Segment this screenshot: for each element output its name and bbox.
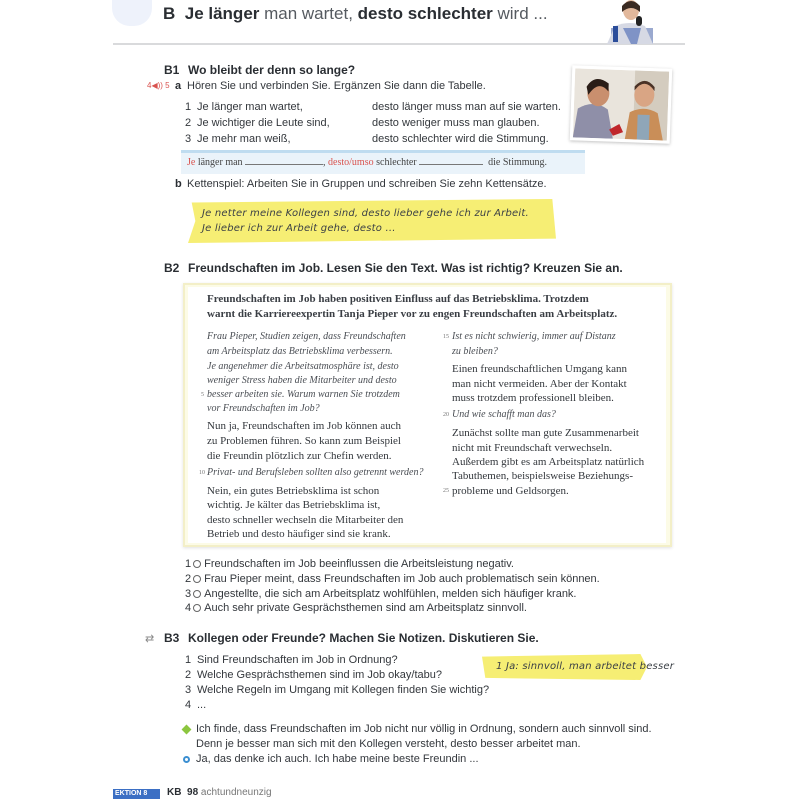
checkbox-circle[interactable] [193,590,201,598]
statement-item[interactable] [185,588,577,600]
note-line: 1 Ja: sinnvoll, man arbeitet besser [496,661,675,672]
speaker-icon: ◀)) [151,81,163,90]
title-part: man wartet, [259,4,358,23]
audio-cd-number: 4 [147,81,152,90]
statement-number: 1 [185,558,192,570]
interview-question: Frau Pieper, Studien zeigen, dass Freundschaften [207,331,406,342]
interview-answer: probleme und Geldsorgen. [452,485,569,497]
question-number: 1 [185,654,192,666]
b2-heading [164,261,623,275]
intro-line: Freundschaften im Job haben positiven Einfluss auf das Betriebsklima. Trotzdem [207,293,589,305]
section-letter: B [163,4,176,23]
b2-title: Freundschaften im Job. Lesen Sie den Text. Was ist richtig? Kreuzen Sie an. [188,261,623,275]
statement-text: Freundschaften im Job beeinflussen die Arbeitsleistung negativ. [204,558,514,570]
item-text: Je mehr man weiß, [197,133,291,145]
statement-item[interactable] [185,573,600,585]
question-number: 2 [185,669,192,681]
interview-answer: Nein, ein gutes Betriebsklima ist schon [207,485,380,497]
interview-answer: die Freundin plötzlich zur Chefin werden. [207,450,392,462]
question-number: 3 [185,684,192,696]
question-item [185,654,398,666]
line-number: 25 [443,488,449,494]
checkbox-circle[interactable] [193,604,201,612]
task-b-instruction: Kettenspiel: Arbeiten Sie in Gruppen und schreiben Sie zehn Kettensätze. [187,178,547,190]
interview-answer: zu Problemen führen. So kann zum Beispiel [207,435,401,447]
keyword-je: Je [187,157,196,168]
interview-question: besser arbeiten sie. Warum warnen Sie trotzdem [207,389,400,400]
pair-work-icon: ⇄ [145,633,155,645]
item-text: Je länger man wartet, [197,101,303,113]
question-text: Welche Gesprächsthemen sind im Job okay/tabu? [197,669,442,681]
note-line: Je lieber ich zur Arbeit gehe, desto ... [202,223,396,234]
header-photo-woman-microphone [601,0,659,44]
interview-answer: Tabuthemen, beispielsweise Beziehungs- [452,470,633,482]
lektion-tag: EKTION 8 [113,789,160,799]
interview-question: vor Freundschaften im Job? [207,403,320,414]
checkbox-circle[interactable] [193,575,201,583]
dialogue-text: Ich finde, dass Freundschaften im Job nicht nur völlig in Ordnung, sondern auch sinnvoll sind. [196,723,652,735]
page-number: 98 [187,787,199,798]
b1-title: Wo bleibt der denn so lange? [188,63,356,77]
left-item[interactable] [185,101,303,113]
interview-answer: Außerdem gibt es am Arbeitsplatz natürlich [452,456,645,468]
fill-text-part: die Stimmung. [485,157,548,168]
title-part: desto schlechter [357,4,493,23]
interview-question: zu bleiben? [452,346,498,357]
page-title [163,4,548,24]
interview-question: Und wie schafft man das? [452,409,556,420]
statement-text: Auch sehr private Gesprächsthemen sind am Arbeitsplatz sinnvoll. [204,602,527,614]
task-a-letter: a [175,80,182,92]
question-item [185,669,442,681]
title-part: wird ... [492,4,548,23]
dialogue-text: Denn je besser man sich mit den Kollegen versteht, desto besser arbeitet man. [196,738,581,750]
right-item[interactable]: desto weniger muss man glauben. [372,117,540,129]
statement-number: 4 [185,602,192,614]
photo-two-women-talking [570,65,673,143]
interview-answer: Zunächst sollte man gute Zusammenarbeit [452,427,639,439]
statement-item[interactable] [185,602,527,614]
audio-track-number: 5 [165,81,170,90]
right-item[interactable]: desto schlechter wird die Stimmung. [372,133,549,145]
question-text: ... [197,699,207,711]
statement-text: Angestellte, die sich am Arbeitsplatz wohlfühlen, melden sich häufiger krank. [204,588,577,600]
fill-text-part: , [323,157,329,168]
page-number-word: achtundneunzig [200,787,272,798]
blank-field-2[interactable] [419,157,483,165]
interview-answer: Nun ja, Freundschaften im Job können auch [207,420,401,432]
interview-question: am Arbeitsplatz das Betriebsklima verbessern. [207,346,393,357]
b3-heading [164,631,539,645]
interview-question: weniger Stress haben die Mitarbeiter und desto [207,375,397,386]
statement-item[interactable] [185,558,514,570]
interview-answer: Betrieb und desto häufiger sind sie krank. [207,528,391,540]
item-number: 1 [185,101,192,113]
line-number: 15 [443,334,449,340]
question-item [185,684,489,696]
fill-text-part: länger man [195,157,246,168]
kb-label: KB [167,787,182,798]
b3-label: B3 [164,631,180,645]
keyword-desto: desto/umso [328,157,374,168]
interview-answer: desto schneller wechseln die Mitarbeiter den [207,514,404,526]
page-footer [167,787,272,798]
fill-text-part: schlechter [373,157,420,168]
question-text: Sind Freundschaften im Job in Ordnung? [197,654,398,666]
b1-label: B1 [164,63,180,77]
statement-number: 2 [185,573,192,585]
dialogue-line [183,753,479,765]
item-text: Je wichtiger die Leute sind, [197,117,330,129]
statement-number: 3 [185,588,192,600]
question-number: 4 [185,699,192,711]
blue-circle-bullet-icon [183,756,190,763]
interview-question: Je angenehmer die Arbeitsatmosphäre ist, desto [207,361,399,372]
b3-title: Kollegen oder Freunde? Machen Sie Notizen. Diskutieren Sie. [188,631,539,645]
header-divider [113,43,685,45]
b1-heading [164,63,355,77]
blank-field-1[interactable] [245,157,323,165]
interview-answer: wichtig. Je kälter das Betriebsklima ist, [207,499,381,511]
dialogue-line [183,723,652,735]
note-line: Je netter meine Kollegen sind, desto lieber gehe ich zur Arbeit. [202,208,529,219]
audio-track-button[interactable] [147,81,170,90]
task-b-letter: b [175,178,182,190]
dialogue-text: Ja, das denke ich auch. Ich habe meine beste Freundin ... [196,753,479,765]
checkbox-circle[interactable] [193,560,201,568]
green-diamond-bullet-icon [182,724,192,734]
line-number: 5 [201,392,204,398]
right-item[interactable]: desto länger muss man auf sie warten. [372,101,561,113]
interview-question: Ist es nicht schwierig, immer auf Distanz [452,331,616,342]
interview-answer: muss trotzdem professionell bleiben. [452,392,614,404]
interview-answer: Einen freundschaftlichen Umgang kann [452,363,628,375]
title-part: Je länger [184,4,260,23]
interview-question: Privat- und Berufsleben sollten also getrennt werden? [207,467,424,478]
fill-in-sentence [187,157,547,168]
b2-label: B2 [164,261,180,275]
line-number: 20 [443,412,449,418]
left-item[interactable] [185,117,330,129]
task-a-instruction: Hören Sie und verbinden Sie. Ergänzen Sie dann die Tabelle. [187,80,486,92]
line-number: 10 [199,470,205,476]
intro-line: warnt die Karriereexpertin Tanja Pieper vor zu engen Freundschaften am Arbeitsplatz. [207,308,618,320]
interview-answer: man nicht vermeiden. Aber der Kontakt [452,378,627,390]
question-item [185,699,206,711]
handwritten-note [188,199,556,243]
question-text: Welche Regeln im Umgang mit Kollegen finden Sie wichtig? [197,684,490,696]
item-number: 3 [185,133,192,145]
statement-text: Frau Pieper meint, dass Freundschaften im Job auch problematisch sein können. [204,573,600,585]
interview-answer: nicht mit Freundschaft verwechseln. [452,442,613,454]
item-number: 2 [185,117,192,129]
left-item[interactable] [185,133,291,145]
section-number-badge [112,0,152,26]
